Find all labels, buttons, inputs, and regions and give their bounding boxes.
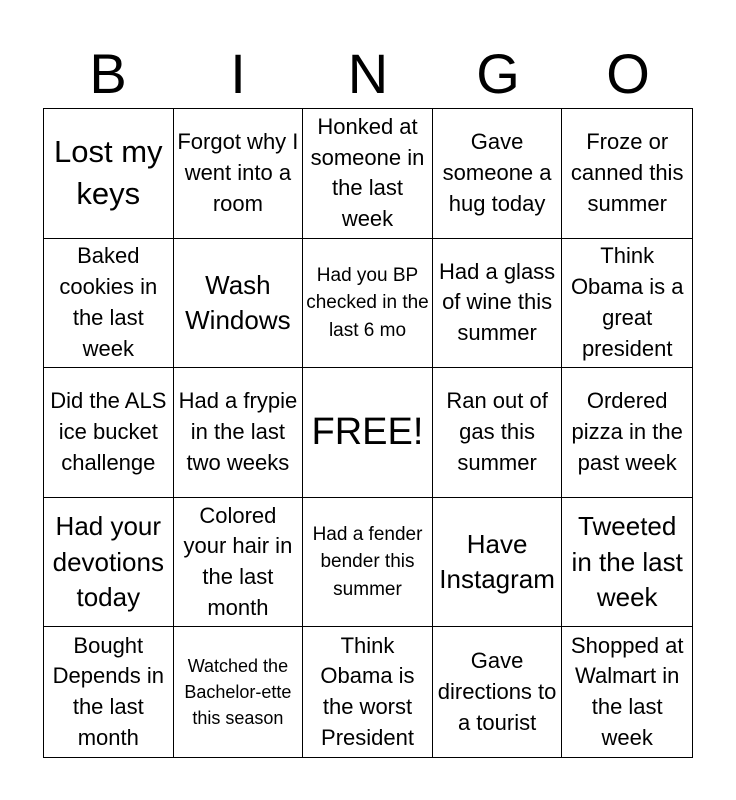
cell-text: Have Instagram xyxy=(439,529,555,595)
bingo-cell[interactable] xyxy=(303,109,433,239)
bingo-cell[interactable] xyxy=(433,627,563,757)
bingo-cell[interactable] xyxy=(433,109,563,239)
header-letter-i: I xyxy=(230,42,246,105)
bingo-cell[interactable] xyxy=(562,239,692,369)
cell-text: Had a fender bender this summer xyxy=(312,523,423,600)
cell-text: Had a frypie in the last two weeks xyxy=(178,388,298,475)
bingo-cell[interactable] xyxy=(562,627,692,757)
bingo-cell[interactable] xyxy=(303,239,433,369)
bingo-cell[interactable] xyxy=(433,498,563,628)
cell-text: Had a glass of wine this summer xyxy=(439,258,556,346)
cell-text: Had your devotions today xyxy=(52,511,164,612)
cell-text: Froze or canned this summer xyxy=(570,129,684,216)
cell-text: Did the ALS ice bucket challenge xyxy=(50,388,167,475)
bingo-cell[interactable] xyxy=(44,498,174,628)
cell-text: Tweeted in the last week xyxy=(571,511,683,612)
bingo-cell[interactable] xyxy=(562,368,692,498)
cell-text: Shopped at Walmart in the last week xyxy=(570,632,684,750)
cell-text: Watched the Bachelor-ette this season xyxy=(184,656,292,729)
header-letter-o: O xyxy=(606,42,650,105)
bingo-cell[interactable] xyxy=(433,368,563,498)
bingo-grid xyxy=(43,108,693,758)
cell-text: Wash Windows xyxy=(185,269,291,335)
bingo-cell[interactable] xyxy=(174,239,304,369)
bingo-cell[interactable] xyxy=(433,239,563,369)
free-space-cell[interactable] xyxy=(303,368,433,498)
cell-text: Ran out of gas this summer xyxy=(446,388,548,475)
cell-text: Think Obama is the worst President xyxy=(320,632,415,750)
bingo-cell[interactable] xyxy=(174,498,304,628)
cell-text: Gave someone a hug today xyxy=(442,129,552,216)
bingo-cell[interactable] xyxy=(562,498,692,628)
cell-text: Had you BP checked in the last 6 mo xyxy=(306,264,429,341)
cell-text: Forgot why I went into a room xyxy=(177,129,299,216)
cell-text: Think Obama is a great president xyxy=(570,243,684,361)
cell-text: Colored your hair in the last month xyxy=(183,502,293,620)
header-letter-g: G xyxy=(476,42,520,105)
cell-text: Bought Depends in the last month xyxy=(52,632,164,750)
bingo-cell[interactable] xyxy=(303,498,433,628)
bingo-cell[interactable] xyxy=(174,627,304,757)
bingo-cell[interactable] xyxy=(44,627,174,757)
cell-text: Lost my keys xyxy=(54,134,163,212)
header-letter-n: N xyxy=(347,42,389,105)
bingo-cell[interactable] xyxy=(44,368,174,498)
cell-text: Baked cookies in the last week xyxy=(59,243,158,361)
bingo-header xyxy=(43,40,693,108)
bingo-cell[interactable] xyxy=(174,368,304,498)
header-letter-b: B xyxy=(89,42,127,105)
cell-text: Honked at someone in the last week xyxy=(310,113,425,232)
bingo-cell[interactable] xyxy=(303,627,433,757)
bingo-cell[interactable] xyxy=(44,239,174,369)
cell-text: Ordered pizza in the past week xyxy=(571,388,683,475)
cell-text: Gave directions to a tourist xyxy=(437,648,557,735)
free-space-text: FREE! xyxy=(311,410,424,453)
bingo-cell[interactable] xyxy=(174,109,304,239)
bingo-cell[interactable] xyxy=(562,109,692,239)
bingo-cell[interactable] xyxy=(44,109,174,239)
